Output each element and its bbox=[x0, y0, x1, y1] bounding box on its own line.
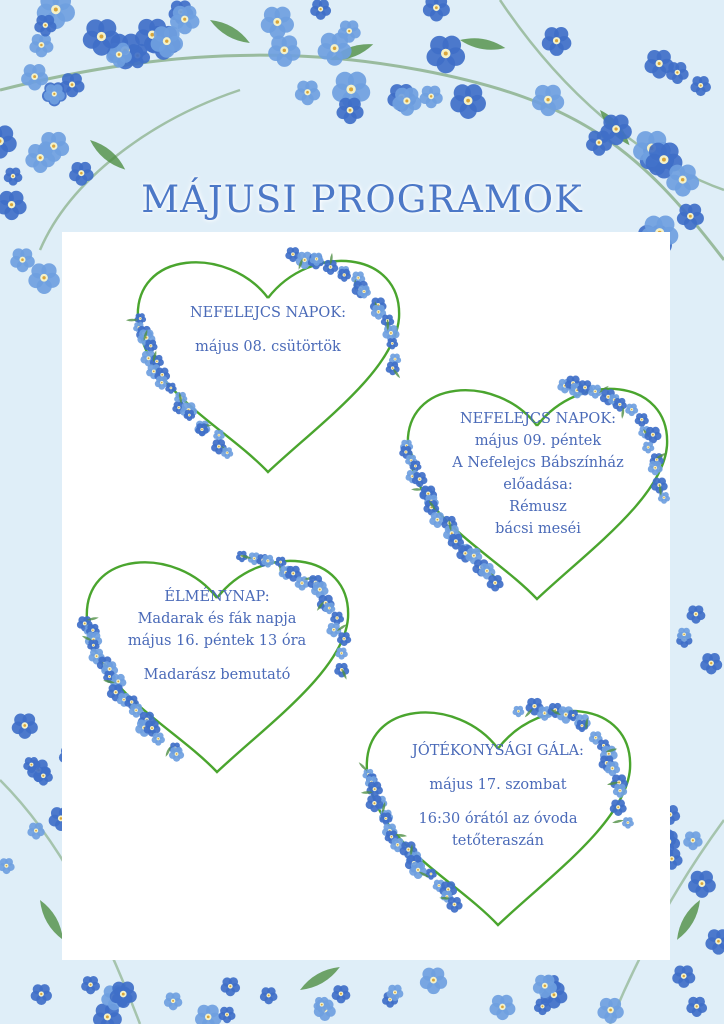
event-line: május 08. csütörtök bbox=[195, 339, 341, 355]
event-line: előadása: bbox=[503, 477, 573, 493]
event-line: A Nefelejcs Bábszínház bbox=[452, 455, 624, 471]
event-line: Madarász bemutató bbox=[143, 667, 291, 683]
event-heading: ÉLMÉNYNAP: bbox=[164, 589, 270, 605]
event-line: Madarak és fák napja bbox=[137, 611, 297, 627]
event-heart-3 bbox=[82, 550, 352, 775]
event-line: bácsi meséi bbox=[495, 521, 581, 537]
event-line: 16:30 órától az óvoda bbox=[418, 811, 578, 827]
event-heading: NEFELEJCS NAPOK: bbox=[459, 411, 617, 427]
event-heading: JÓTÉKONYSÁGI GÁLA: bbox=[412, 743, 584, 759]
event-line: május 16. péntek 13 óra bbox=[127, 633, 307, 649]
event-line: tetőteraszán bbox=[451, 833, 544, 849]
event-line: Rémusz bbox=[509, 499, 567, 515]
event-heart-4 bbox=[362, 700, 634, 928]
event-line: május 09. péntek bbox=[474, 433, 602, 449]
event-heart-2 bbox=[403, 378, 671, 602]
page-title: MÁJUSI PROGRAMOK bbox=[141, 178, 583, 221]
event-line: május 17. szombat bbox=[429, 777, 567, 793]
heart-wreath-icon bbox=[133, 250, 403, 475]
event-heading: NEFELEJCS NAPOK: bbox=[189, 305, 347, 321]
event-heart-1 bbox=[133, 250, 403, 475]
